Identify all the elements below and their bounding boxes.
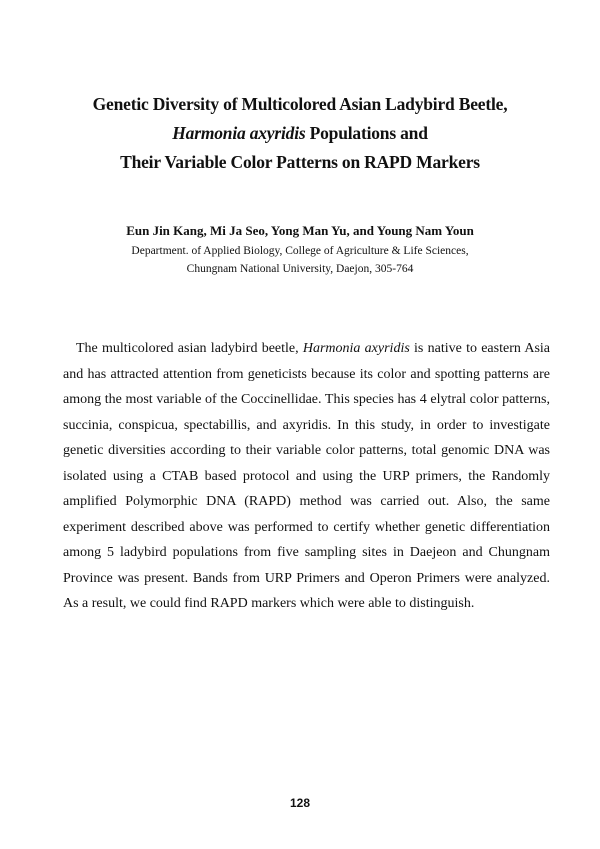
abstract-part-1: The multicolored asian ladybird beetle, bbox=[76, 341, 303, 356]
abstract-part-2: is native to eastern Asia and has attracted attention from geneticists because its color and spotting patterns are among the most variable of the Coccinellidae. This species has 4 elytral color patterns, succinia, conspicua, spectabillis, and axyridis. In this study, in order to investigate genetic diversities according to their variable color patterns, total genomic DNA was isolated using a CTAB based protocol and using the URP primers, the Randomly amplified Polymorphic DNA (RAPD) method was carried out. Also, the same experiment described above was performed to certify whether genetic differentiation among 5 ladybird populations from five sampling sites in Daejeon and Chungnam Province was present. Bands from URP Primers and Operon Primers were analyzed. As a result, we could find RAPD markers which were able to distinguish. bbox=[63, 341, 550, 611]
title-line-2-rest: Populations and bbox=[305, 123, 428, 143]
affiliation-line-2: Chungnam National University, Daejon, 305-764 bbox=[186, 263, 414, 275]
title-species-name: Harmonia axyridis bbox=[172, 123, 306, 143]
affiliation bbox=[40, 242, 560, 278]
author-list: Eun Jin Kang, Mi Ja Seo, Yong Man Yu, and Young Nam Youn bbox=[126, 223, 474, 238]
page-number: 128 bbox=[289, 796, 311, 810]
abstract-text bbox=[63, 336, 550, 617]
paper-title bbox=[40, 90, 560, 177]
title-line-1: Genetic Diversity of Multicolored Asian Ladybird Beetle, bbox=[92, 94, 508, 114]
title-line-2 bbox=[40, 119, 560, 148]
abstract-species-name: Harmonia axyridis bbox=[302, 341, 410, 356]
title-line-3: Their Variable Color Patterns on RAPD Markers bbox=[120, 152, 480, 172]
affiliation-line-1: Department. of Applied Biology, College of Agriculture & Life Sciences, bbox=[131, 245, 469, 257]
